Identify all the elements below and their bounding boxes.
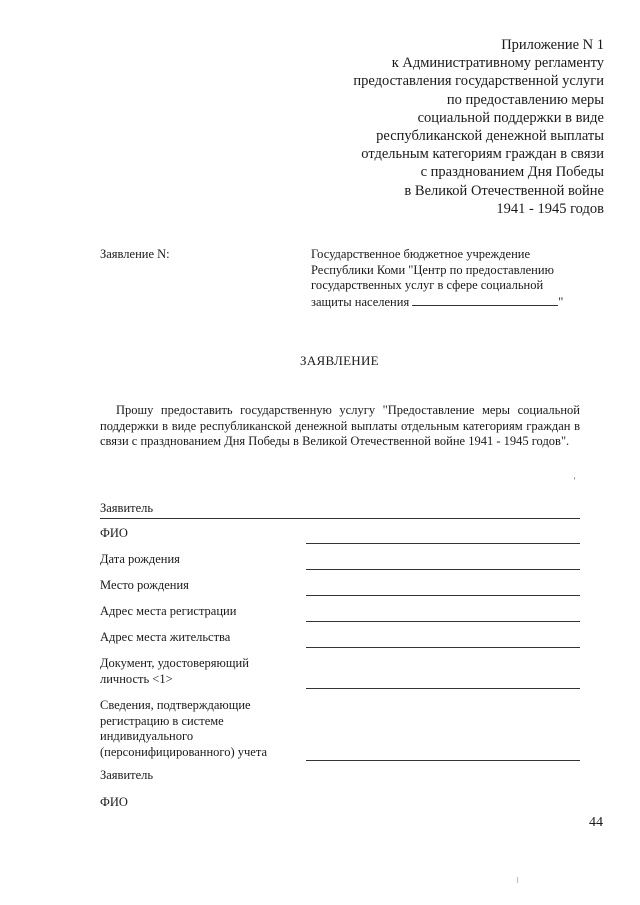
recipient-line: государственных услуг в сфере социальной bbox=[311, 278, 544, 292]
application-number-label: Заявление N: bbox=[100, 247, 170, 261]
request-paragraph: Прошу предоставить государственную услугу "Предоставление меры социальной поддержки в виде республиканской денежной выплаты отдельным категориям граждан в связи с празднованием Дня Победы в Великой Отечественной войне 1941 - 1945 годов". bbox=[100, 403, 580, 448]
header-line: социальной поддержки в виде bbox=[417, 109, 604, 126]
field-label-fio-2: ФИО bbox=[100, 795, 128, 809]
recipient-block bbox=[311, 247, 579, 310]
section-divider bbox=[100, 518, 580, 519]
field-line-pension-registration[interactable] bbox=[306, 760, 580, 761]
recipient-line: Республики Коми "Центр по предоставлению bbox=[311, 262, 554, 277]
recipient-line: Государственное бюджетное учреждение bbox=[311, 247, 531, 261]
header-line: предоставления государственной услуги bbox=[353, 73, 604, 90]
header-line: к Административному регламенту bbox=[391, 55, 604, 72]
page-number: 44 bbox=[589, 815, 603, 830]
field-line-birth-date[interactable] bbox=[306, 569, 580, 570]
header-line: по предоставлению меры bbox=[446, 91, 604, 108]
header-line: в Великой Отечественной войне bbox=[404, 182, 604, 199]
field-label-birth-date: Дата рождения bbox=[100, 552, 180, 566]
field-label-registration-address: Адрес места регистрации bbox=[100, 604, 237, 618]
field-line-birth-place[interactable] bbox=[306, 595, 580, 596]
applicant-section-label: Заявитель bbox=[100, 501, 154, 515]
stray-mark: ' bbox=[574, 476, 576, 485]
header-line: 1941 - 1945 годов bbox=[496, 200, 604, 217]
field-label-fio: ФИО bbox=[100, 526, 128, 540]
recipient-prefix: защиты населения bbox=[311, 294, 410, 309]
scan-speck bbox=[517, 877, 518, 883]
recipient-suffix: " bbox=[558, 294, 564, 309]
recipient-line-last bbox=[311, 294, 579, 311]
applicant-section-label-2: Заявитель bbox=[100, 768, 154, 782]
field-label-identity-document: Документ, удостоверяющий личность <1> bbox=[100, 656, 249, 686]
field-label-birth-place: Место рождения bbox=[100, 578, 189, 592]
field-label-pension-registration: Сведения, подтверждающие регистрацию в системе индивидуального (персонифицированного) учета bbox=[100, 698, 268, 759]
field-line-registration-address[interactable] bbox=[306, 621, 580, 622]
header-line: с празднованием Дня Победы bbox=[420, 164, 604, 181]
field-line-fio[interactable] bbox=[306, 543, 580, 544]
field-label-residence-address: Адрес места жительства bbox=[100, 630, 231, 644]
field-line-residence-address[interactable] bbox=[306, 647, 580, 648]
header-line: Приложение N 1 bbox=[501, 37, 604, 53]
header-line: республиканской денежной выплаты bbox=[376, 128, 604, 145]
header-line: отдельным категориям граждан в связи bbox=[361, 146, 604, 163]
appendix-header bbox=[304, 36, 604, 218]
document-title: ЗАЯВЛЕНИЕ bbox=[300, 353, 379, 368]
field-line-identity-document[interactable] bbox=[306, 688, 580, 689]
recipient-blank-line bbox=[412, 294, 558, 306]
